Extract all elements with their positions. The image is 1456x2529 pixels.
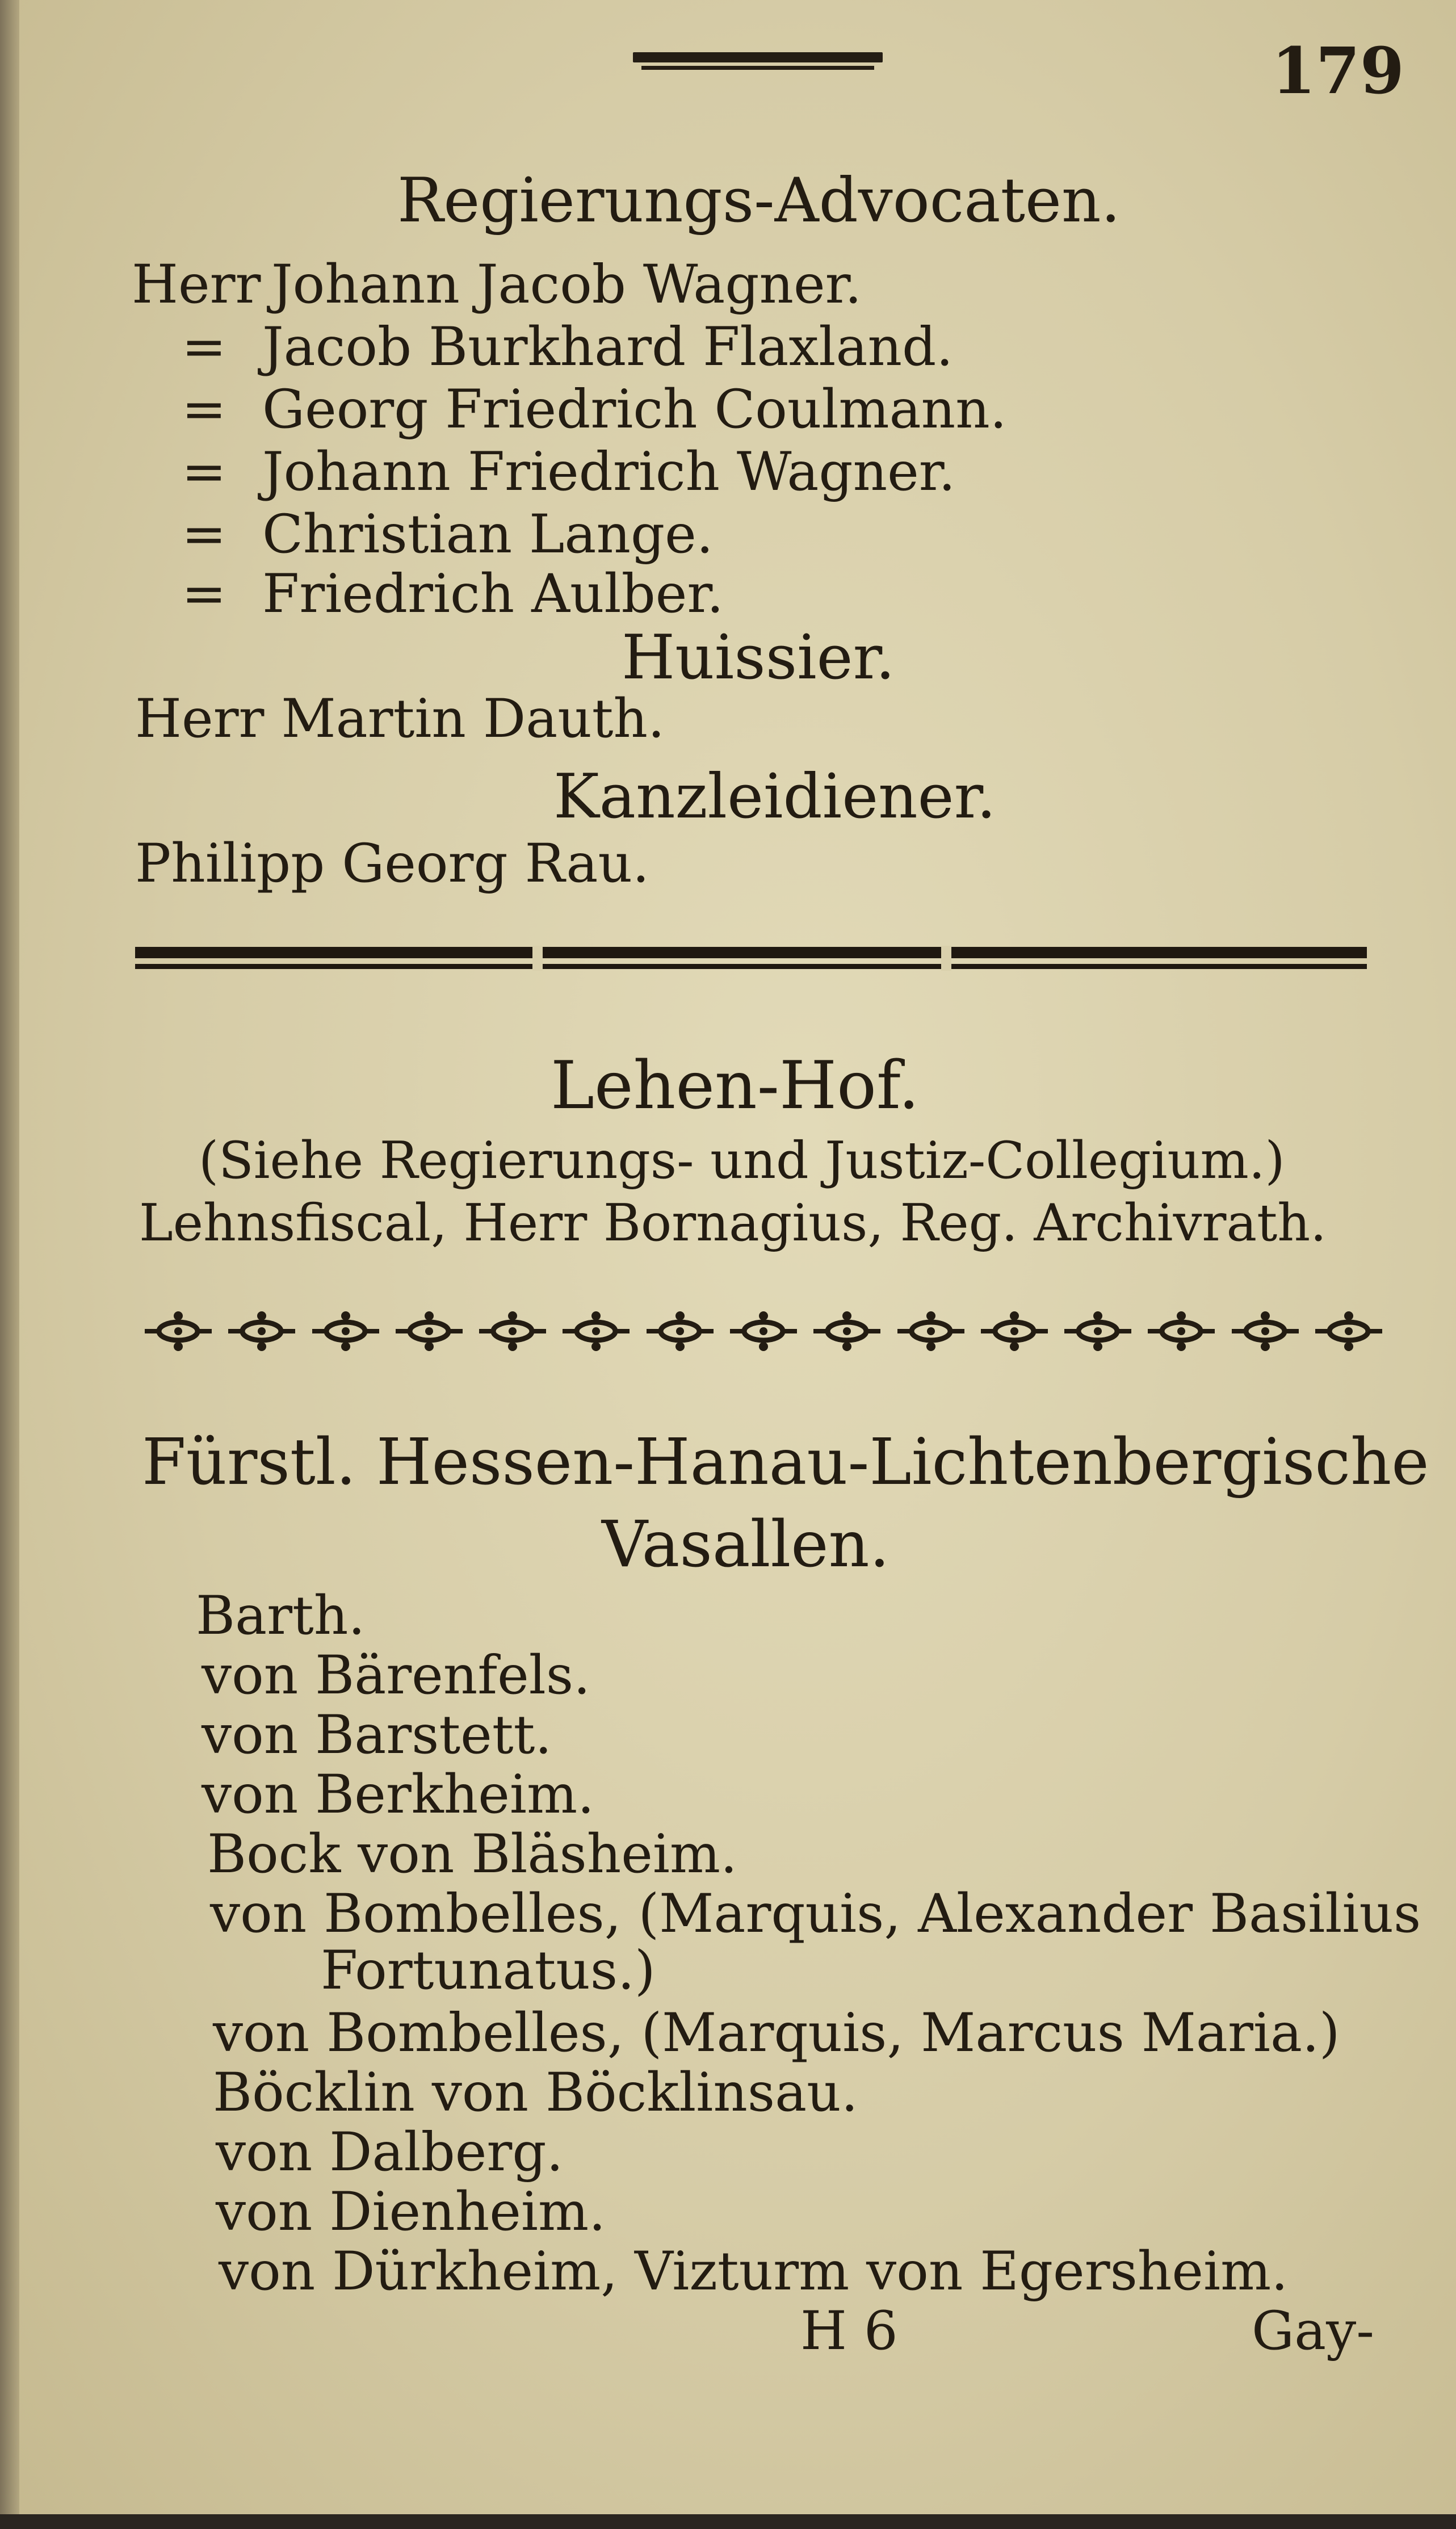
vassal-entry: von Barstett. bbox=[202, 1704, 552, 1766]
vassal-entry: von Dürkheim, Vizturm von Egersheim. bbox=[219, 2241, 1289, 2302]
header-rule bbox=[633, 52, 883, 62]
kanzleidiener-heading: Kanzleidiener. bbox=[553, 761, 996, 832]
ornament-icon bbox=[1148, 1311, 1215, 1352]
ornament-icon bbox=[897, 1311, 964, 1352]
ornament-icon bbox=[730, 1311, 797, 1352]
ornament-icon bbox=[312, 1311, 379, 1352]
ditto-mark: = bbox=[182, 316, 226, 378]
signature-mark: H 6 bbox=[800, 2300, 898, 2362]
vassal-entry: Böcklin von Böcklinsau. bbox=[213, 2062, 858, 2124]
ornament-icon bbox=[396, 1311, 463, 1352]
vassal-entry-continuation: Fortunatus.) bbox=[321, 1940, 656, 2002]
vasallen-heading-line2: Vasallen. bbox=[602, 1508, 890, 1582]
vassal-entry: von Bombelles, (Marquis, Alexander Basilius bbox=[210, 1883, 1421, 1945]
advocates-heading: Regierungs-Advocaten. bbox=[397, 165, 1121, 236]
lehen-note: (Siehe Regierungs- und Justiz-Collegium.) bbox=[199, 1131, 1285, 1190]
ornament-icon bbox=[1315, 1311, 1382, 1352]
ornament-icon bbox=[981, 1311, 1048, 1352]
huissier-heading: Huissier. bbox=[622, 622, 895, 693]
advocate-name: Friedrich Aulber. bbox=[262, 563, 724, 625]
advocate-name: Johann Friedrich Wagner. bbox=[262, 441, 956, 503]
lehen-heading: Lehen-Hof. bbox=[551, 1047, 920, 1124]
vassal-entry: von Bärenfels. bbox=[202, 1645, 590, 1706]
page-bottom-edge bbox=[0, 2514, 1456, 2529]
ditto-mark: = bbox=[182, 504, 226, 565]
huissier-name: Herr Martin Dauth. bbox=[135, 688, 665, 750]
vassal-entry: Barth. bbox=[196, 1585, 366, 1647]
ornament-icon bbox=[479, 1311, 546, 1352]
page-number: 179 bbox=[1272, 34, 1404, 108]
ornament-icon bbox=[145, 1311, 212, 1352]
advocate-name: Georg Friedrich Coulmann. bbox=[262, 379, 1007, 441]
vassal-entry: von Berkheim. bbox=[202, 1764, 594, 1826]
ornament-icon bbox=[228, 1311, 295, 1352]
vassal-entry: von Dalberg. bbox=[216, 2121, 564, 2183]
ornament-icon bbox=[563, 1311, 630, 1352]
catchword: Gay- bbox=[1252, 2300, 1374, 2362]
advocate-name: Jacob Burkhard Flaxland. bbox=[262, 316, 954, 378]
book-spine bbox=[0, 0, 19, 2529]
ornament-icon bbox=[1064, 1311, 1131, 1352]
ornament-icon bbox=[1232, 1311, 1299, 1352]
vassal-entry: von Bombelles, (Marquis, Marcus Maria.) bbox=[213, 2002, 1340, 2064]
ornament-band bbox=[145, 1300, 1382, 1362]
vassal-entry: von Dienheim. bbox=[216, 2181, 606, 2243]
vasallen-heading-line1: Fürstl. Hessen-Hanau-Lichtenbergische bbox=[142, 1425, 1429, 1499]
ditto-mark: = bbox=[182, 441, 226, 503]
ornament-icon bbox=[647, 1311, 714, 1352]
lehen-fiscal: Lehnsfiscal, Herr Bornagius, Reg. Archivrath. bbox=[139, 1193, 1327, 1253]
advocate-name: Johann Jacob Wagner. bbox=[271, 254, 862, 316]
advocate-prefix: Herr bbox=[132, 254, 261, 316]
vassal-entry: Bock von Bläsheim. bbox=[207, 1823, 737, 1885]
ornament-icon bbox=[813, 1311, 880, 1352]
ditto-mark: = bbox=[182, 563, 226, 625]
advocate-name: Christian Lange. bbox=[262, 504, 714, 565]
header-rule-thin bbox=[641, 66, 874, 70]
ditto-mark: = bbox=[182, 379, 226, 441]
kanzleidiener-name: Philipp Georg Rau. bbox=[135, 833, 649, 895]
